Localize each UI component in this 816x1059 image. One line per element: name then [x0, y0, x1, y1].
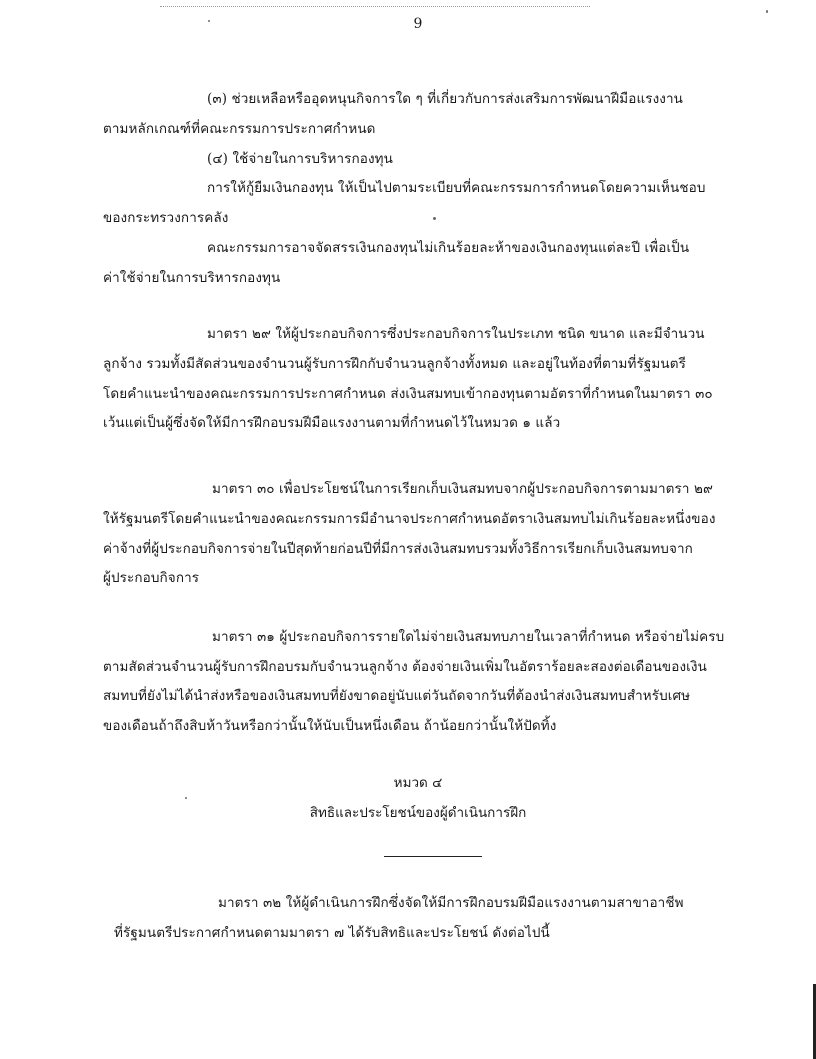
section-30-line: ให้รัฐมนตรีโดยคำแนะนำของคณะกรรมการมีอำนาจประกาศกำหนดอัตราเงินสมทบไม่เกินร้อยละหนึ่งของ [103, 511, 716, 527]
section-31-line: มาตรา ๓๑ ผู้ประกอบกิจการรายใดไม่จ่ายเงินสมทบภายในเวลาที่กำหนด หรือจ่ายไม่ครบ [212, 629, 725, 645]
section-29-line: เว้นแต่เป็นผู้ซึ่งจัดให้มีการฝึกอบรมฝีมือแรงงานตามที่กำหนดไว้ในหมวด ๑ แล้ว [103, 415, 561, 431]
paragraph-line: คณะกรรมการอาจจัดสรรเงินกองทุนไม่เกินร้อยละห้าของเงินกองทุนแต่ละปี เพื่อเป็น [207, 240, 690, 256]
chapter-number: หมวด ๔ [393, 775, 443, 791]
paragraph-line: (๔) ใช้จ่ายในการบริหารกองทุน [207, 151, 393, 167]
paragraph-line: (๓) ช่วยเหลือหรืออุดหนุนกิจการใด ๆ ที่เกี่ยวกับการส่งเสริมการพัฒนาฝีมือแรงงาน [207, 91, 684, 107]
section-29-line: มาตรา ๒๙ ให้ผู้ประกอบกิจการซึ่งประกอบกิจการในประเภท ชนิด ขนาด และมีจำนวน [207, 326, 705, 342]
section-31-line: สมทบที่ยังไม่ได้นำส่งหรือของเงินสมทบที่ยังขาดอยู่นับแต่วันถัดจากวันที่ต้องนำส่งเงินสมทบสำหรับเศษ [103, 688, 691, 704]
section-29-line: โดยคำแนะนำของคณะกรรมการประกาศกำหนด ส่งเงินสมทบเข้ากองทุนตามอัตราที่กำหนดในมาตรา ๓๐ [103, 386, 713, 402]
section-32-line: มาตรา ๓๒ ให้ผู้ดำเนินการฝึกซึ่งจัดให้มีการฝึกอบรมฝีมือแรงงานตามสาขาอาชีพ [218, 895, 684, 911]
section-30-line: ค่าจ้างที่ผู้ประกอบกิจการจ่ายในปีสุดท้ายก่อนปีที่มีการส่งเงินสมทบรวมทั้งวิธีการเรียกเก็บเงินสมทบจาก [103, 541, 693, 557]
scan-speck [433, 217, 436, 220]
scan-speck [185, 797, 187, 799]
chapter-title: สิทธิและประโยชน์ของผู้ดำเนินการฝึก [309, 805, 527, 821]
paragraph-line: การให้กู้ยืมเงินกองทุน ให้เป็นไปตามระเบียบที่คณะกรรมการกำหนดโดยความเห็นชอบ [207, 180, 706, 196]
scan-speck [766, 10, 768, 13]
section-31-line: ตามสัดส่วนจำนวนผู้รับการฝึกอบรมกับจำนวนลูกจ้าง ต้องจ่ายเงินเพิ่มในอัตราร้อยละสองต่อเดือนของเงิน [103, 659, 707, 675]
section-30-line: ผู้ประกอบกิจการ [103, 570, 200, 586]
section-32-line: ที่รัฐมนตรีประกาศกำหนดตามมาตรา ๗ ได้รับสิทธิและประโยชน์ ดังต่อไปนี้ [114, 925, 550, 941]
section-31-line: ของเดือนถ้าถึงสิบห้าวันหรือกว่านั้นให้นับเป็นหนึ่งเดือน ถ้าน้อยกว่านั้นให้ปัดทิ้ง [103, 718, 557, 734]
section-29-line: ลูกจ้าง รวมทั้งมีสัดส่วนของจำนวนผู้รับการฝึกกับจำนวนลูกจ้างทั้งหมด และอยู่ในท้องที่ตามที่รัฐมนตรี [103, 356, 686, 372]
page-number: 9 [413, 16, 423, 32]
scan-top-border [160, 6, 590, 7]
section-divider [384, 856, 482, 857]
section-30-line: มาตรา ๓๐ เพื่อประโยชน์ในการเรียกเก็บเงินสมทบจากผู้ประกอบกิจการตามมาตรา ๒๙ [212, 481, 713, 497]
paragraph-line: ค่าใช้จ่ายในการบริหารกองทุน [103, 270, 281, 286]
paragraph-line: ของกระทรวงการคลัง [103, 210, 229, 226]
paragraph-line: ตามหลักเกณฑ์ที่คณะกรรมการประกาศกำหนด [103, 121, 376, 137]
